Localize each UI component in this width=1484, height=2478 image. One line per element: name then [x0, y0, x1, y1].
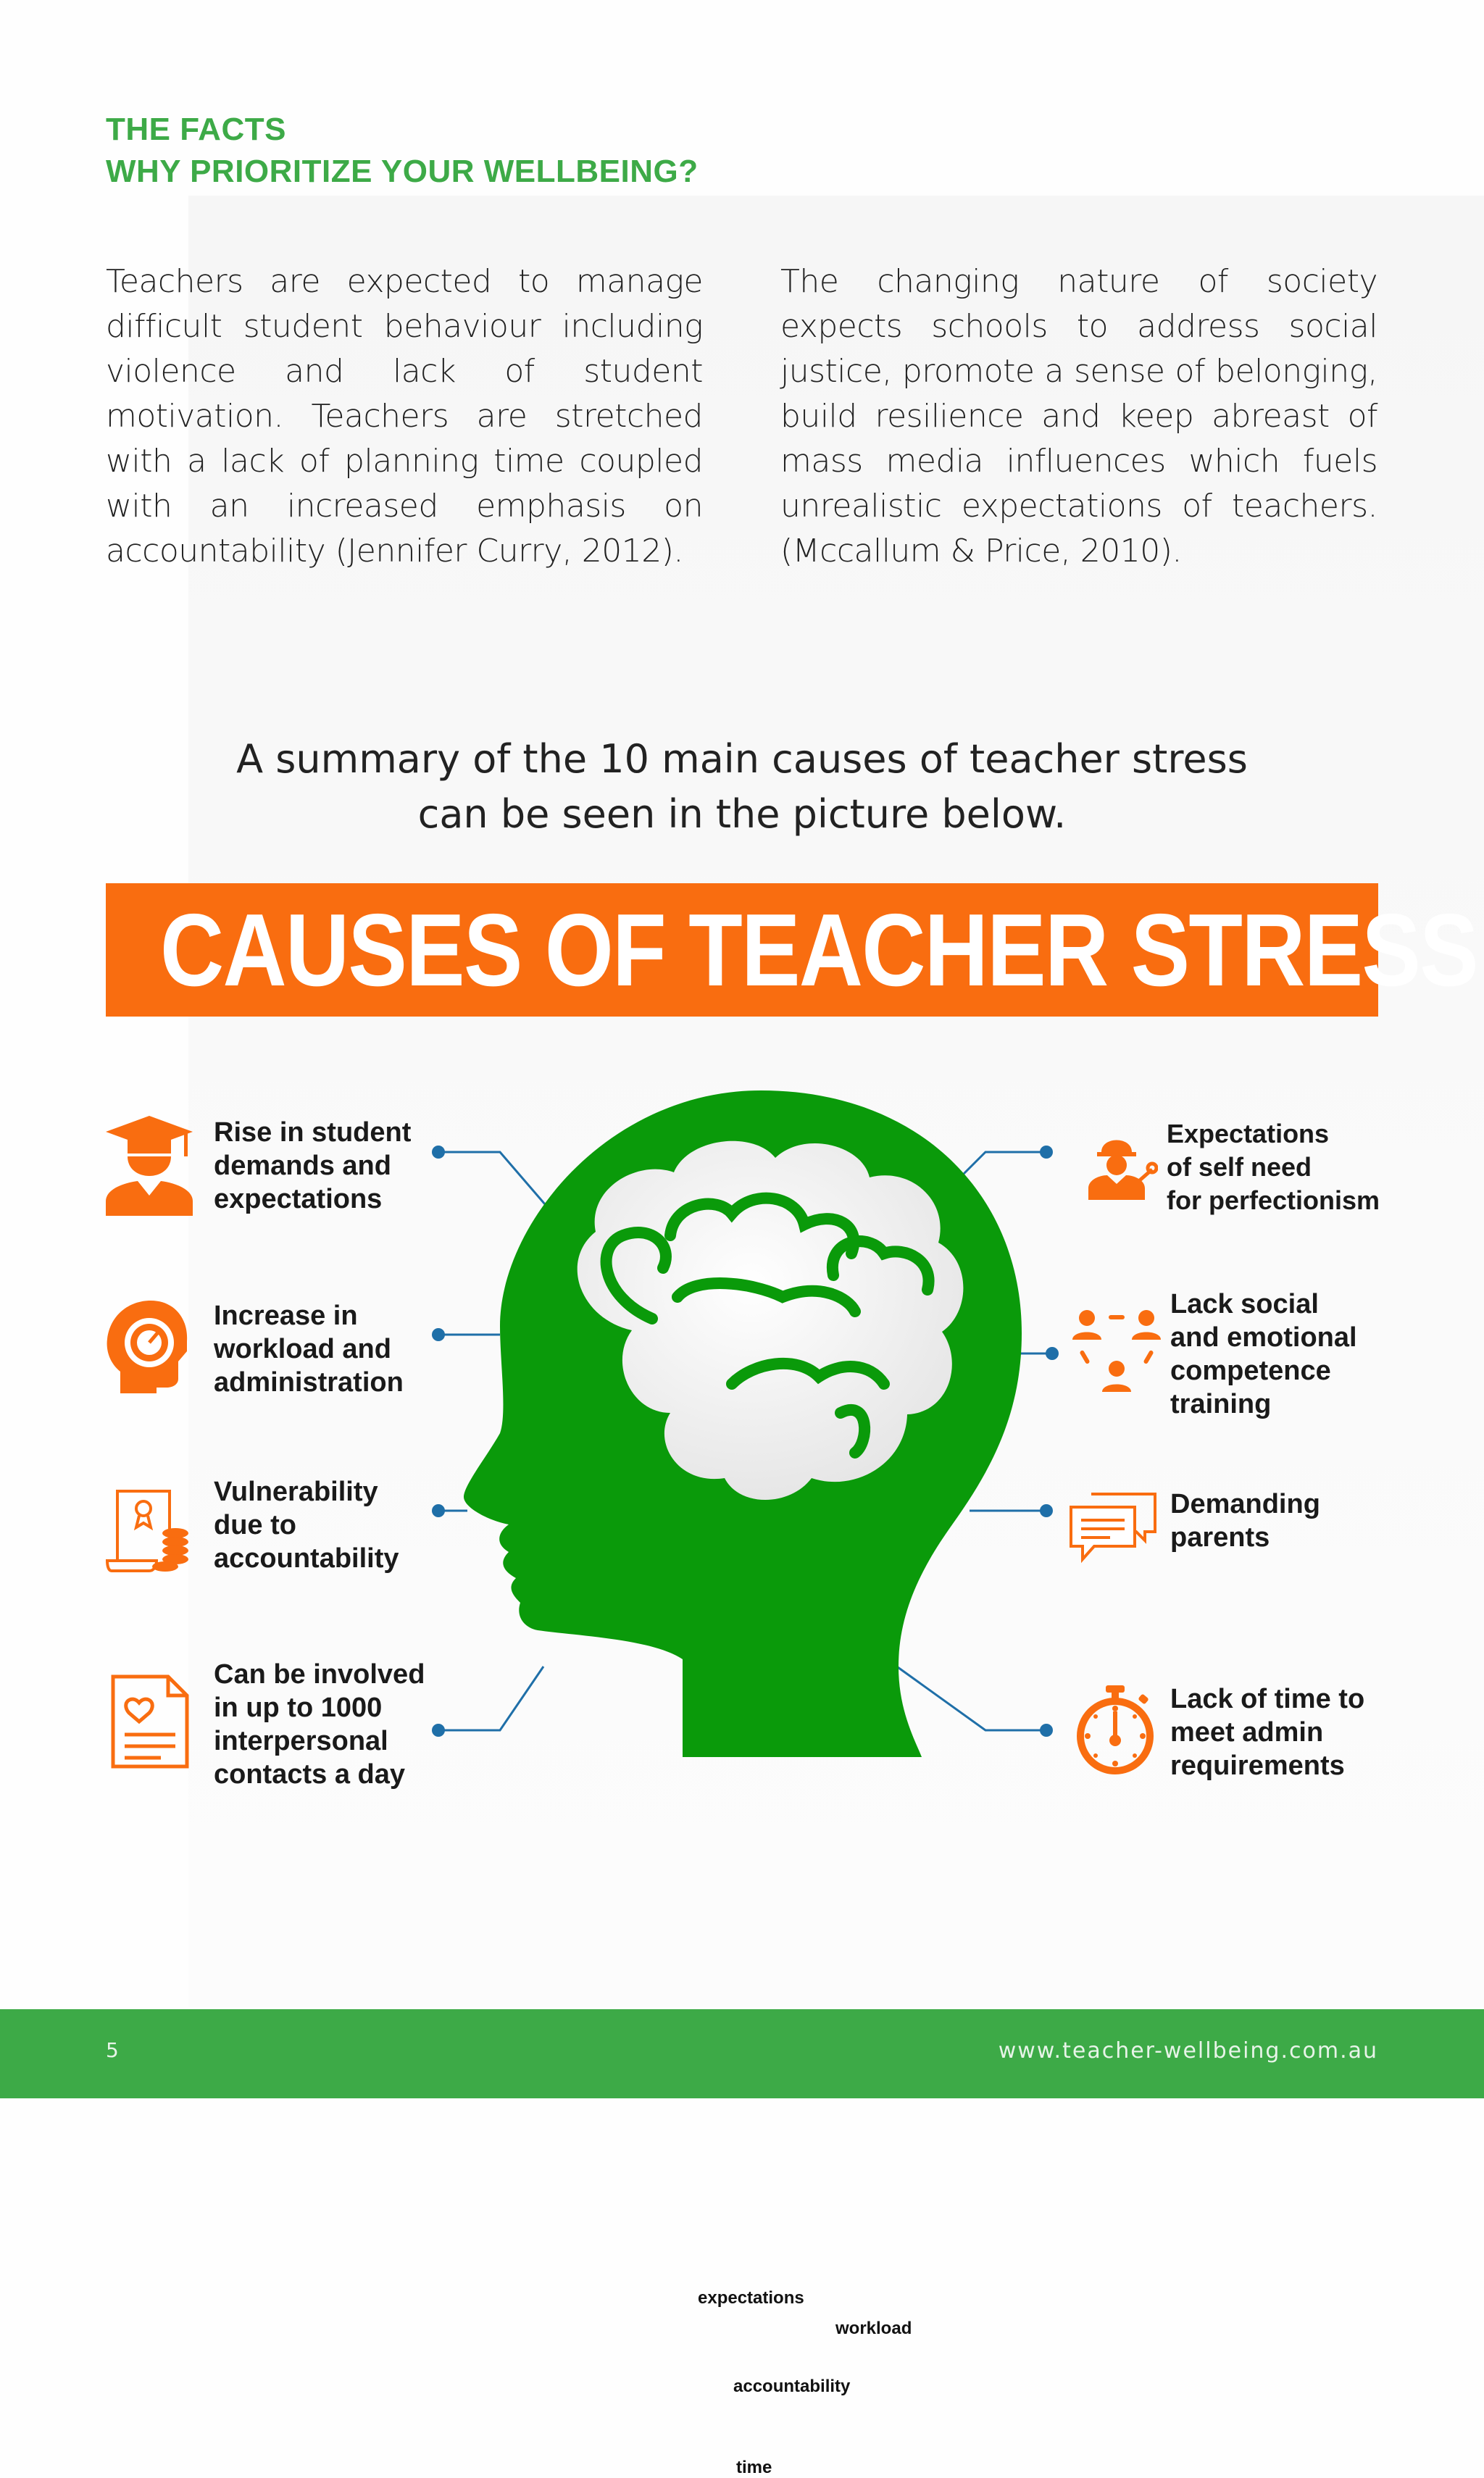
cause-left-3 — [214, 1475, 399, 1575]
brain-label-time: time — [736, 2458, 772, 2477]
cause-line: requirements — [1170, 1751, 1345, 1781]
cause-line: accountability — [214, 1543, 399, 1574]
engineer-icon — [1085, 1130, 1158, 1200]
head-gauge-icon — [106, 1299, 189, 1393]
cause-line: Lack social — [1170, 1289, 1319, 1319]
heading-line-1: THE FACTS — [106, 112, 286, 147]
brain-label-accountability: accountability — [733, 2377, 851, 2396]
heading-line-2: WHY PRIORITIZE YOUR WELLBEING? — [106, 154, 699, 189]
right-paragraph: The changing nature of society expects schools to address social justice, promote a sense of belonging, build resilience and keep abreast of mass media influences which fuels unrealistic expectations of teachers. (Mccallum & Price, 2010). — [780, 263, 1377, 570]
banner-title: CAUSES OF TEACHER STRESS — [160, 893, 1477, 1008]
stopwatch-icon — [1074, 1685, 1156, 1775]
cause-line: administration — [214, 1367, 404, 1398]
cause-right-4 — [1170, 1682, 1364, 1782]
chat-bubbles-icon — [1068, 1491, 1158, 1564]
cause-line: due to — [214, 1510, 296, 1540]
cause-left-2 — [214, 1299, 404, 1399]
cause-line: Increase in — [214, 1301, 358, 1331]
cause-line: and emotional — [1170, 1322, 1357, 1353]
cause-line: training — [1170, 1389, 1272, 1419]
team-network-icon — [1071, 1308, 1162, 1395]
cause-line: in up to 1000 — [214, 1693, 383, 1723]
cause-line: expectations — [214, 1184, 383, 1214]
cause-right-3 — [1170, 1488, 1320, 1554]
cause-right-2 — [1170, 1288, 1357, 1421]
summary-text — [0, 732, 1484, 842]
summary-line-2: can be seen in the picture below. — [417, 791, 1067, 837]
cause-line: for perfectionism — [1167, 1185, 1380, 1215]
cause-line: Lack of time to — [1170, 1684, 1365, 1714]
cause-line: Can be involved — [214, 1659, 425, 1690]
causes-banner — [106, 883, 1477, 1017]
cause-left-4 — [214, 1658, 425, 1791]
page-number: 5 — [106, 2038, 119, 2062]
brain-label-expectations: expectations — [698, 2288, 804, 2308]
cause-line: Expectations — [1167, 1119, 1330, 1148]
graduate-icon — [106, 1116, 193, 1216]
brain-label-workload: workload — [835, 2319, 912, 2338]
cause-line: competence — [1170, 1356, 1331, 1386]
summary-line-1: A summary of the 10 main causes of teacher stress — [236, 736, 1248, 782]
cause-line: parents — [1170, 1522, 1270, 1553]
cause-line: Rise in student — [214, 1117, 412, 1148]
cause-left-1 — [214, 1116, 411, 1216]
cause-right-1 — [1167, 1117, 1380, 1217]
cause-line: Demanding — [1170, 1489, 1320, 1519]
page-footer — [0, 2009, 1484, 2098]
left-paragraph: Teachers are expected to manage difficult student behaviour including violence and lack of student motivation. Teachers are stretched with a lack of planning time coupled with an increased emphasis on accountability (Jennifer Curry, 2012). — [106, 263, 703, 570]
cause-line: interpersonal — [214, 1726, 388, 1756]
cause-line: of self need — [1167, 1152, 1312, 1182]
cause-line: Vulnerability — [214, 1477, 378, 1507]
cause-line: workload and — [214, 1334, 391, 1364]
website-link[interactable]: www.teacher-wellbeing.com.au — [998, 2038, 1378, 2064]
cause-line: meet admin — [1170, 1717, 1324, 1748]
cause-line: contacts a day — [214, 1759, 405, 1790]
page-heading — [106, 109, 699, 193]
heart-document-icon — [110, 1674, 190, 1769]
certificate-coins-icon — [106, 1485, 194, 1574]
cause-line: demands and — [214, 1151, 391, 1181]
